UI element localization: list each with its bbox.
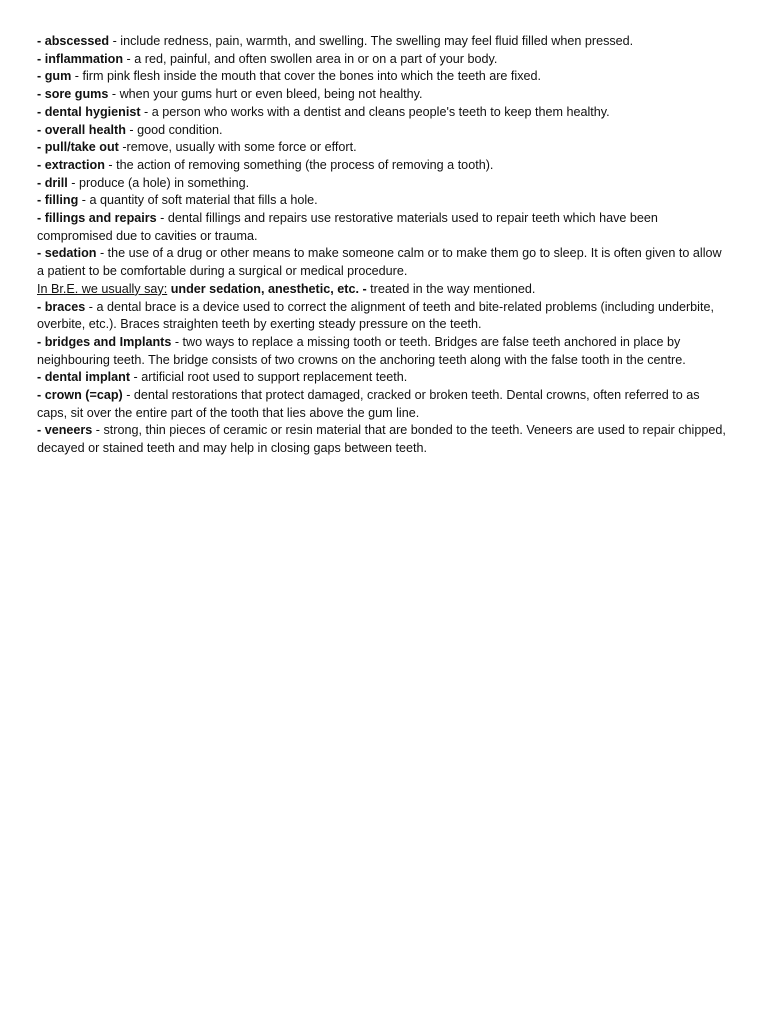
- glossary-entry-extraction: [37, 157, 727, 175]
- entry-term: - sedation: [37, 246, 97, 261]
- glossary-entry-overall-health: [37, 122, 727, 140]
- glossary-list: [37, 33, 727, 458]
- glossary-entry-sore-gums: [37, 86, 727, 104]
- entry-term: - extraction: [37, 157, 105, 172]
- glossary-entry-sedation: [37, 245, 727, 280]
- entry-definition: - dental restorations that protect damaged, cracked or broken teeth. Dental crowns, often referred to as caps, sit over the entire part of the tooth that lies above the gum line.: [37, 388, 700, 420]
- glossary-entry-veneers: [37, 422, 727, 457]
- entry-definition: - when your gums hurt or even bleed, being not healthy.: [108, 87, 423, 102]
- entry-term: - veneers: [37, 423, 93, 438]
- entry-definition: - a red, painful, and often swollen area in or on a part of your body.: [123, 51, 498, 66]
- entry-definition: - produce (a hole) in something.: [67, 175, 250, 190]
- entry-definition: - a person who works with a dentist and cleans people's teeth to keep them healthy.: [140, 104, 610, 119]
- entry-term: - bridges and Implants: [37, 334, 172, 349]
- entry-definition: - good condition.: [125, 122, 223, 137]
- entry-term: - inflammation: [37, 51, 124, 66]
- usage-note-lead: In Br.E. we usually say:: [37, 281, 168, 296]
- glossary-entry-crown: [37, 387, 727, 422]
- entry-term: - abscessed: [37, 34, 110, 48]
- usage-note-phrase: under sedation, anesthetic, etc. -: [167, 281, 367, 296]
- entry-term: - sore gums: [37, 87, 109, 102]
- entry-term: - crown (=cap): [37, 388, 123, 403]
- usage-note-rest: treated in the way mentioned.: [366, 281, 536, 296]
- entry-term: - fillings and repairs: [37, 211, 157, 226]
- entry-term: - dental implant: [37, 370, 131, 385]
- entry-term: - pull/take out: [37, 140, 119, 155]
- glossary-entry-inflammation: [37, 51, 727, 69]
- entry-term: - dental hygienist: [37, 104, 141, 119]
- entry-definition: - dental fillings and repairs use restorative materials used to repair teeth which have been compromised due to cavities or trauma.: [37, 211, 658, 243]
- entry-definition: - firm pink flesh inside the mouth that cover the bones into which the teeth are fixed.: [71, 69, 542, 84]
- entry-term: - drill: [37, 175, 68, 190]
- usage-note: [37, 281, 727, 299]
- entry-definition: - a dental brace is a device used to correct the alignment of teeth and bite-related problems (including underbite, overbite, etc.). Braces straighten teeth by exerting steady pressure on the teeth.: [37, 299, 714, 332]
- glossary-entry-dental-hygienist: [37, 104, 727, 122]
- entry-definition: - include redness, pain, warmth, and swelling. The swelling may feel fluid filled when pressed.: [109, 34, 634, 48]
- entry-term: - gum: [37, 69, 72, 84]
- glossary-entry-abscessed: [37, 33, 727, 51]
- entry-definition: -remove, usually with some force or effort.: [118, 140, 357, 155]
- glossary-entry-drill: [37, 175, 727, 193]
- glossary-entry-bridges-and-implants: [37, 334, 727, 369]
- entry-term: - overall health: [37, 122, 126, 137]
- glossary-entry-braces: [37, 299, 727, 334]
- entry-definition: - two ways to replace a missing tooth or teeth. Bridges are false teeth anchored in place by neighbouring teeth. The bridge consists of two crowns on the anchoring teeth along with the false tooth in the centre.: [37, 334, 686, 367]
- glossary-entry-dental-implant: [37, 369, 727, 387]
- entry-definition: - a quantity of soft material that fills a hole.: [78, 193, 318, 208]
- entry-definition: - artificial root used to support replacement teeth.: [130, 370, 408, 385]
- entry-definition: - the use of a drug or other means to make someone calm or to make them go to sleep. It is often given to allow a patient to be comfortable during a surgical or medical procedure.: [37, 246, 722, 279]
- glossary-entry-fillings-and-repairs: [37, 210, 727, 245]
- glossary-entry-filling: [37, 192, 727, 210]
- entry-definition: - strong, thin pieces of ceramic or resin material that are bonded to the teeth. Veneers are used to repair chipped, decayed or stained teeth and may help in closing gaps between teeth.: [37, 423, 726, 456]
- glossary-entry-gum: [37, 68, 727, 86]
- glossary-entry-pull-take-out: [37, 139, 727, 157]
- entry-term: - filling: [37, 193, 79, 208]
- entry-definition: - the action of removing something (the process of removing a tooth).: [104, 157, 494, 172]
- entry-term: - braces: [37, 299, 86, 314]
